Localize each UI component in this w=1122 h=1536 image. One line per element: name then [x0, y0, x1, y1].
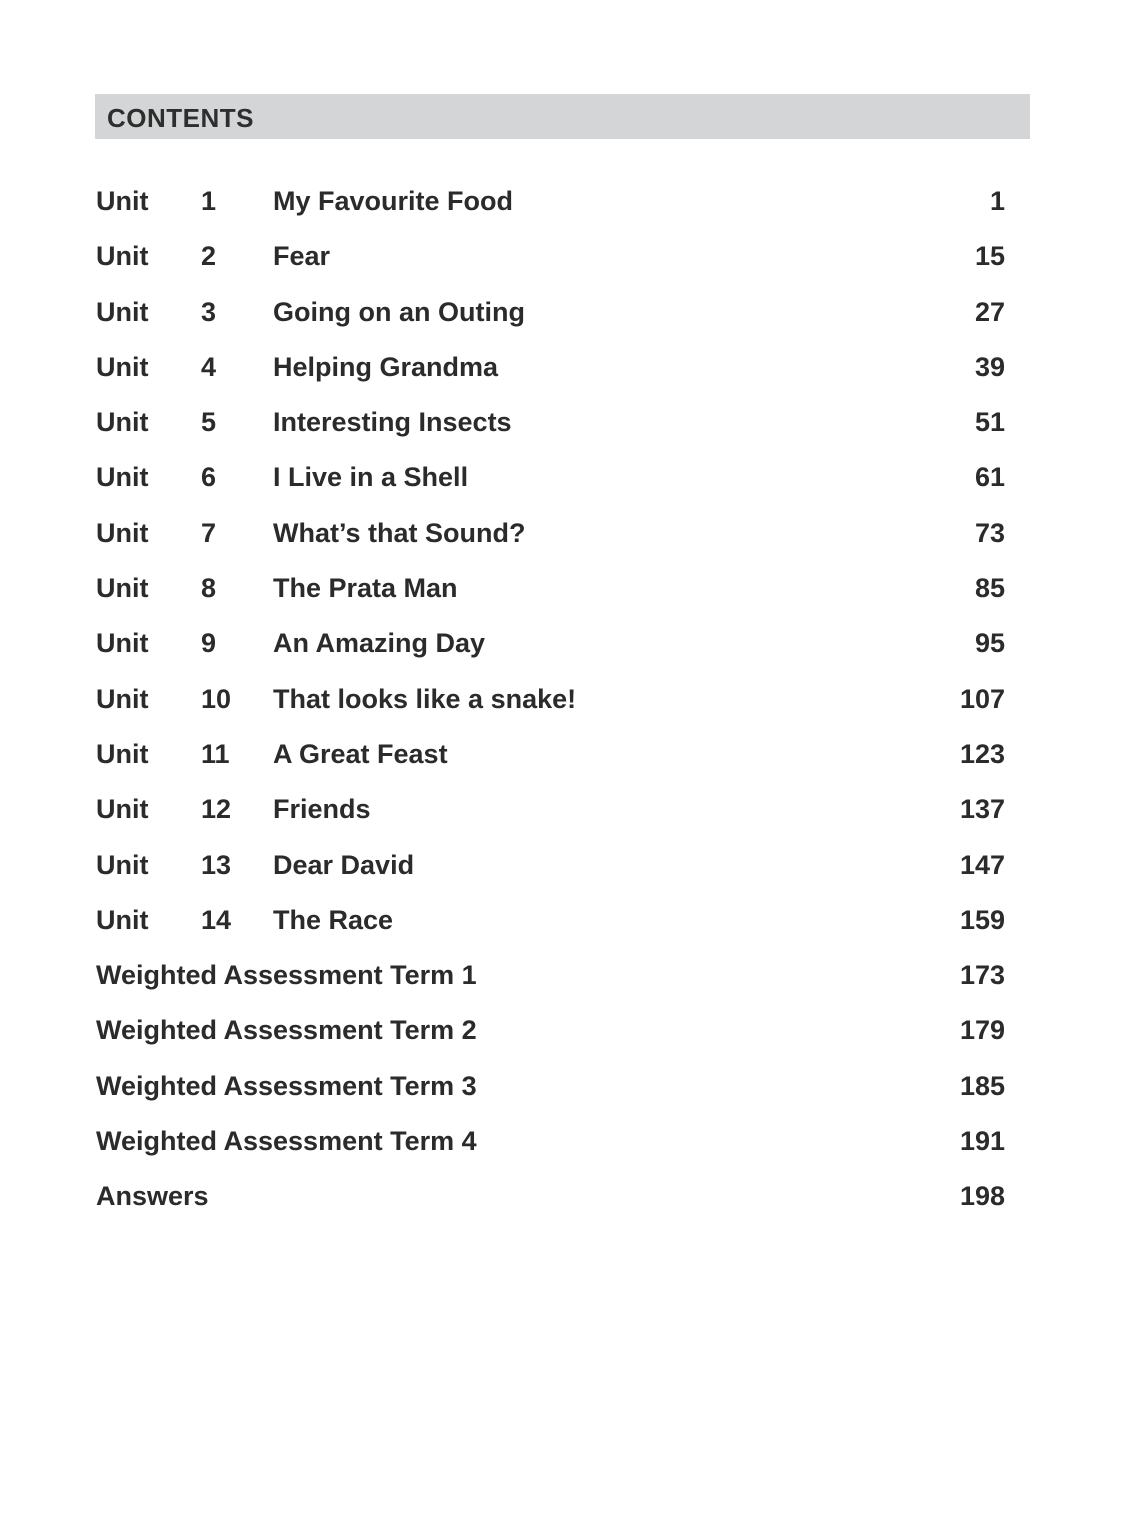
section-title: Weighted Assessment Term 1 — [96, 960, 477, 991]
toc-unit-row[interactable] — [0, 229, 1122, 284]
toc-unit-row[interactable] — [0, 616, 1122, 671]
toc-unit-row[interactable] — [0, 340, 1122, 395]
unit-title: My Favourite Food — [273, 186, 514, 216]
page-number: 173 — [959, 960, 1005, 991]
section-title: Weighted Assessment Term 2 — [96, 1015, 477, 1046]
unit-title: Helping Grandma — [273, 351, 499, 382]
unit-title: The Prata Man — [273, 573, 458, 604]
unit-label: Unit — [96, 296, 149, 327]
unit-label: Unit — [96, 407, 149, 438]
unit-label: Unit — [96, 794, 149, 825]
toc-unit-row[interactable] — [0, 782, 1122, 837]
unit-title: Going on an Outing — [273, 296, 525, 327]
unit-number: 1 — [201, 186, 217, 216]
unit-title: An Amazing Day — [273, 628, 486, 659]
page-number: 61 — [974, 462, 1005, 493]
unit-title: That looks like a snake! — [273, 683, 577, 714]
unit-label: Unit — [96, 351, 149, 382]
unit-label: Unit — [96, 573, 149, 604]
unit-label: Unit — [96, 904, 149, 935]
toc-unit-row[interactable] — [0, 672, 1122, 727]
unit-number: 7 — [201, 517, 217, 548]
page-number: 137 — [959, 794, 1005, 825]
unit-title: Friends — [273, 794, 371, 825]
toc-assessment-row[interactable] — [0, 1003, 1122, 1058]
page-number: 107 — [959, 683, 1005, 714]
unit-number: 3 — [201, 296, 217, 327]
page-number: 39 — [974, 351, 1005, 382]
unit-label: Unit — [96, 628, 149, 659]
unit-number: 10 — [201, 683, 232, 714]
toc-unit-row[interactable] — [0, 450, 1122, 505]
unit-number: 9 — [201, 628, 217, 659]
unit-number: 4 — [201, 351, 217, 382]
page-number: 15 — [974, 241, 1005, 272]
toc-unit-row[interactable] — [0, 727, 1122, 782]
unit-number: 6 — [201, 462, 217, 493]
toc-unit-row[interactable] — [0, 174, 1122, 229]
section-title: Answers — [96, 1181, 209, 1212]
unit-title: Fear — [273, 241, 331, 272]
unit-title: Dear David — [273, 849, 415, 880]
page-number: 159 — [959, 904, 1005, 935]
unit-label: Unit — [96, 849, 149, 880]
toc-assessment-row[interactable] — [0, 1059, 1122, 1114]
unit-number: 12 — [201, 794, 232, 825]
toc-unit-row[interactable] — [0, 838, 1122, 893]
unit-number: 14 — [201, 904, 232, 935]
section-title: Weighted Assessment Term 4 — [96, 1126, 477, 1157]
toc-unit-row[interactable] — [0, 506, 1122, 561]
section-title: Weighted Assessment Term 3 — [96, 1070, 477, 1101]
unit-number: 13 — [201, 849, 232, 880]
page-number: 191 — [959, 1126, 1005, 1157]
unit-label: Unit — [96, 241, 149, 272]
page-number: 147 — [959, 849, 1005, 880]
page-number: 198 — [959, 1181, 1005, 1212]
toc-unit-row[interactable] — [0, 285, 1122, 340]
unit-label: Unit — [96, 738, 149, 769]
toc-assessment-row[interactable] — [0, 948, 1122, 1003]
page-number: 27 — [974, 296, 1005, 327]
unit-label: Unit — [96, 186, 149, 216]
unit-label: Unit — [96, 462, 149, 493]
page-number: 179 — [959, 1015, 1005, 1046]
unit-number: 8 — [201, 573, 217, 604]
unit-number: 2 — [201, 241, 217, 272]
unit-title: I Live in a Shell — [273, 462, 469, 493]
page-title: CONTENTS — [107, 103, 254, 133]
unit-number: 5 — [201, 407, 217, 438]
table-of-contents — [0, 174, 1122, 1225]
page-number: 85 — [974, 573, 1005, 604]
page-number: 123 — [959, 738, 1005, 769]
toc-unit-row[interactable] — [0, 893, 1122, 948]
unit-label: Unit — [96, 683, 149, 714]
unit-number: 11 — [201, 738, 230, 769]
unit-title: What’s that Sound? — [273, 517, 526, 548]
page-number: 51 — [974, 407, 1005, 438]
page-number: 1 — [989, 186, 1005, 216]
page-number: 73 — [974, 517, 1005, 548]
unit-title: Interesting Insects — [273, 407, 512, 438]
page-number: 185 — [959, 1070, 1005, 1101]
toc-unit-row[interactable] — [0, 561, 1122, 616]
page-number: 95 — [974, 628, 1005, 659]
toc-unit-row[interactable] — [0, 395, 1122, 450]
toc-answers-row[interactable] — [0, 1169, 1122, 1224]
unit-label: Unit — [96, 517, 149, 548]
contents-header-bar — [95, 94, 1030, 139]
toc-assessment-row[interactable] — [0, 1114, 1122, 1169]
unit-title: The Race — [273, 904, 394, 935]
unit-title: A Great Feast — [273, 738, 448, 769]
